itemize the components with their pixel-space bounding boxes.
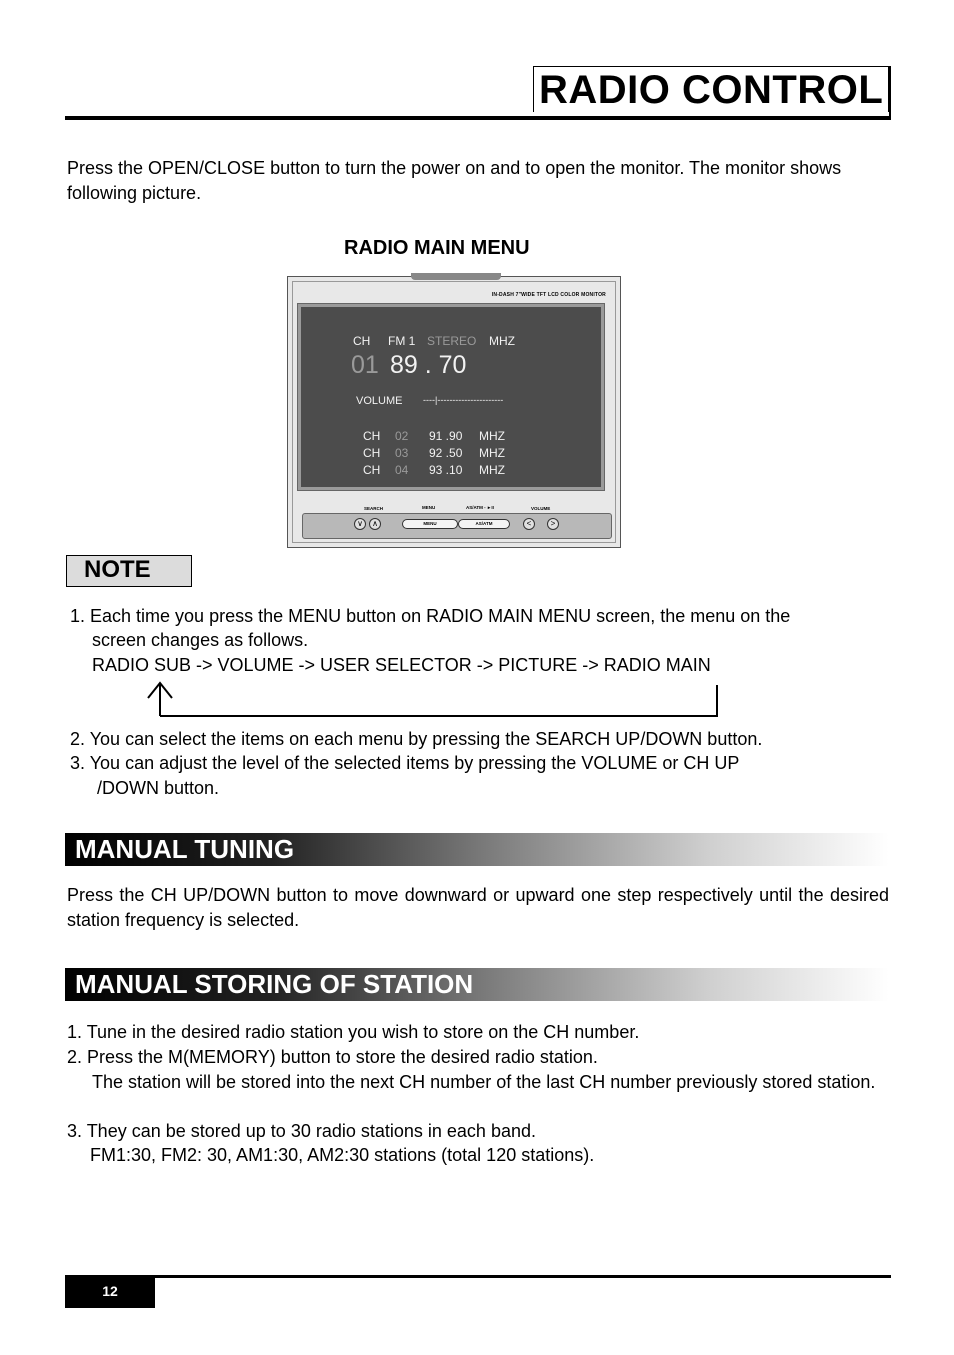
intro-paragraph: Press the OPEN/CLOSE button to turn the power on and to open the monitor. The monitor shows following picture. <box>67 158 842 203</box>
cycle-arrow-diagram <box>140 680 730 720</box>
menu-label: MENU <box>422 505 436 510</box>
menu-button[interactable]: MENU <box>402 519 458 529</box>
stereo-indicator: STEREO <box>427 334 477 348</box>
frequency-display: 89 . 70 <box>390 351 467 379</box>
as-atm-button[interactable]: AS/ATM <box>458 519 510 529</box>
monitor-tab <box>411 273 501 280</box>
preset-ch: CH <box>363 446 381 460</box>
ch-label: CH <box>353 334 371 348</box>
preset-freq: 91 .90 <box>429 429 463 443</box>
preset-freq: 93 .10 <box>429 463 463 477</box>
volume-control-label: VOLUME <box>531 506 551 511</box>
page-title: RADIO CONTROL <box>533 66 889 112</box>
preset-ch: CH <box>363 429 381 443</box>
band-label: FM 1 <box>388 334 416 348</box>
as-atm-label: AS/ATM - ►II <box>466 505 494 510</box>
preset-freq: 92 .50 <box>429 446 463 460</box>
screen-bezel <box>297 303 605 491</box>
menu-sequence: RADIO SUB -> VOLUME -> USER SELECTOR -> PICTURE -> RADIO MAIN <box>92 655 711 675</box>
monitor-brand: IN-DASH 7"WIDE TFT LCD COLOR MONITOR <box>491 292 606 298</box>
storing-step-3: 3. They can be stored up to 30 radio stations in each band. <box>67 1121 536 1141</box>
note-item-3: 3. You can adjust the level of the selected items by pressing the VOLUME or CH UP <box>70 753 740 773</box>
monitor-illustration <box>287 276 621 548</box>
title-rule <box>65 116 891 120</box>
volume-bar: ----|---------------------- <box>423 395 504 405</box>
note-item-3-cont: /DOWN button. <box>97 778 220 798</box>
preset-ch: CH <box>363 463 381 477</box>
storing-step-3-detail: FM1:30, FM2: 30, AM1:30, AM2:30 stations (total 120 stations). <box>90 1145 595 1165</box>
footer-rule <box>155 1275 891 1278</box>
preset-unit: MHZ <box>479 446 505 460</box>
preset-num: 03 <box>395 446 409 460</box>
page-number: 12 <box>65 1275 155 1308</box>
note-item-1-cont: screen changes as follows. <box>92 630 309 650</box>
storing-step-2-detail: The station will be stored into the next CH number of the last CH number previously stored station. <box>92 1072 876 1092</box>
manual-tuning-text: Press the CH UP/DOWN button to move downward or upward one step respectively until the desired station frequency is selected. <box>67 885 889 930</box>
volume-label: VOLUME <box>356 395 403 407</box>
search-up-button[interactable]: ∧ <box>369 518 381 530</box>
radio-screen <box>301 307 601 487</box>
preset-unit: MHZ <box>479 429 505 443</box>
preset-num: 04 <box>395 463 409 477</box>
volume-up-button[interactable]: > <box>547 518 559 530</box>
note-item-1: 1. Each time you press the MENU button on RADIO MAIN MENU screen, the menu on the <box>70 606 791 626</box>
unit-label: MHZ <box>489 334 515 348</box>
cycle-line <box>160 685 717 716</box>
search-down-button[interactable]: ∨ <box>354 518 366 530</box>
search-label: SEARCH <box>364 506 384 511</box>
volume-down-button[interactable]: < <box>523 518 535 530</box>
manual-tuning-heading: MANUAL TUNING <box>65 833 889 866</box>
preset-num: 02 <box>395 429 409 443</box>
storing-step-2: 2. Press the M(MEMORY) button to store the desired radio station. <box>67 1047 598 1067</box>
storing-step-1: 1. Tune in the desired radio station you wish to store on the CH number. <box>67 1022 640 1042</box>
manual-storing-heading: MANUAL STORING OF STATION <box>65 968 889 1001</box>
title-border <box>889 66 891 120</box>
channel-number: 01 <box>351 351 379 379</box>
note-label: NOTE <box>66 555 192 587</box>
preset-unit: MHZ <box>479 463 505 477</box>
note-item-2: 2. You can select the items on each menu by pressing the SEARCH UP/DOWN button. <box>70 729 763 749</box>
figure-caption: RADIO MAIN MENU <box>344 237 530 259</box>
